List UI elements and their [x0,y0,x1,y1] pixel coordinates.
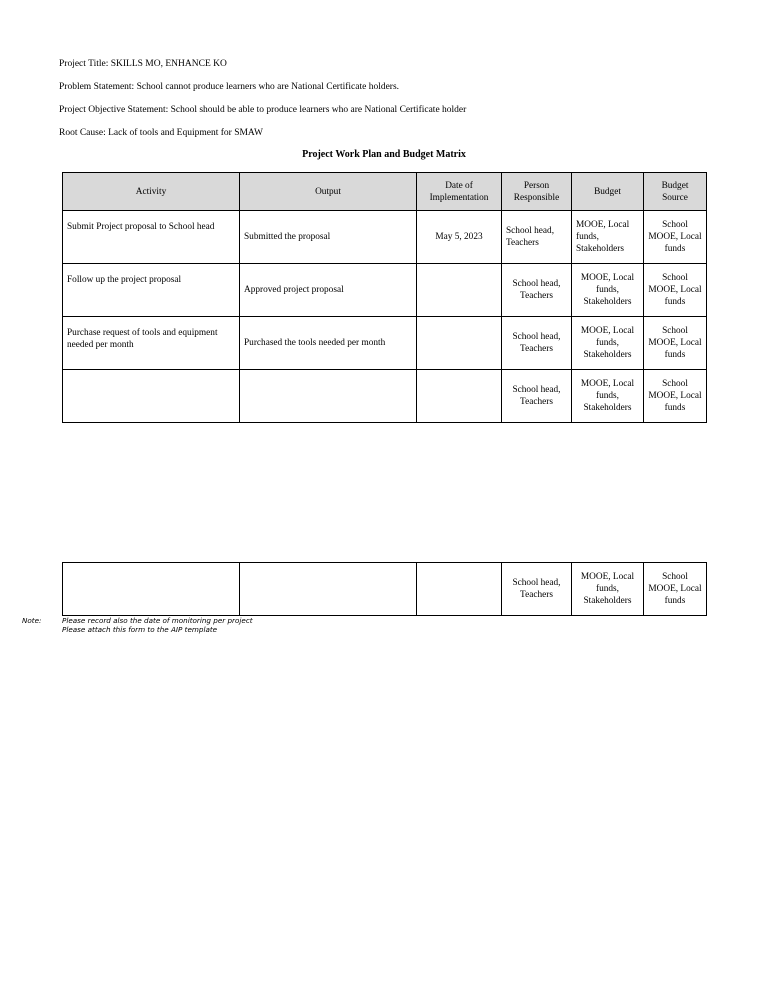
source-cell: School MOOE, Local funds [644,563,707,616]
activity-cell: Submit Project proposal to School head [63,211,240,264]
root-cause: Root Cause: Lack of tools and Equipment for SMAW [59,128,263,138]
col-source-header: Budget Source [644,173,707,211]
table-row [63,563,707,616]
activity-cell [63,370,240,423]
col-output-header: Output [240,173,417,211]
output-cell [240,370,417,423]
activity-cell: Follow up the project proposal [63,264,240,317]
table-row [63,264,707,317]
matrix-title: Project Work Plan and Budget Matrix [302,149,466,160]
date-cell: May 5, 2023 [417,211,502,264]
output-cell: Submitted the proposal [240,211,417,264]
person-cell: School head, Teachers [502,563,572,616]
budget-cell: MOOE, Local funds, Stakeholders [572,563,644,616]
person-cell: School head, Teachers [502,317,572,370]
budget-cell: MOOE, Local funds, Stakeholders [572,211,644,264]
col-activity-header: Activity [63,173,240,211]
col-date-header: Date of Implementation [417,173,502,211]
source-cell: School MOOE, Local funds [644,264,707,317]
date-cell [417,264,502,317]
col-person-header: Person Responsible [502,173,572,211]
person-cell: School head, Teachers [502,211,572,264]
source-cell: School MOOE, Local funds [644,211,707,264]
person-cell: School head, Teachers [502,264,572,317]
objective-statement: Project Objective Statement: School should be able to produce learners who are National Certificate holder [59,105,467,115]
source-cell: School MOOE, Local funds [644,317,707,370]
output-cell [240,563,417,616]
table-header-row [63,173,707,211]
table-row [63,211,707,264]
output-cell: Purchased the tools needed per month [240,317,417,370]
note-label: Note: [22,616,42,625]
source-cell: School MOOE, Local funds [644,370,707,423]
activity-cell [63,563,240,616]
col-budget-header: Budget [572,173,644,211]
table-row [63,370,707,423]
output-cell: Approved project proposal [240,264,417,317]
work-plan-table [62,172,707,423]
project-title: Project Title: SKILLS MO, ENHANCE KO [59,59,227,69]
note-line-1: Please record also the date of monitoring per project [62,616,253,625]
budget-cell: MOOE, Local funds, Stakeholders [572,370,644,423]
budget-cell: MOOE, Local funds, Stakeholders [572,317,644,370]
person-cell: School head, Teachers [502,370,572,423]
problem-statement: Problem Statement: School cannot produce learners who are National Certificate holders. [59,82,400,92]
work-plan-table-continued [62,562,707,616]
table-row [63,317,707,370]
date-cell [417,317,502,370]
activity-cell: Purchase request of tools and equipment needed per month [63,317,240,370]
note-line-2: Please attach this form to the AIP template [62,625,218,634]
date-cell [417,370,502,423]
date-cell [417,563,502,616]
budget-cell: MOOE, Local funds, Stakeholders [572,264,644,317]
